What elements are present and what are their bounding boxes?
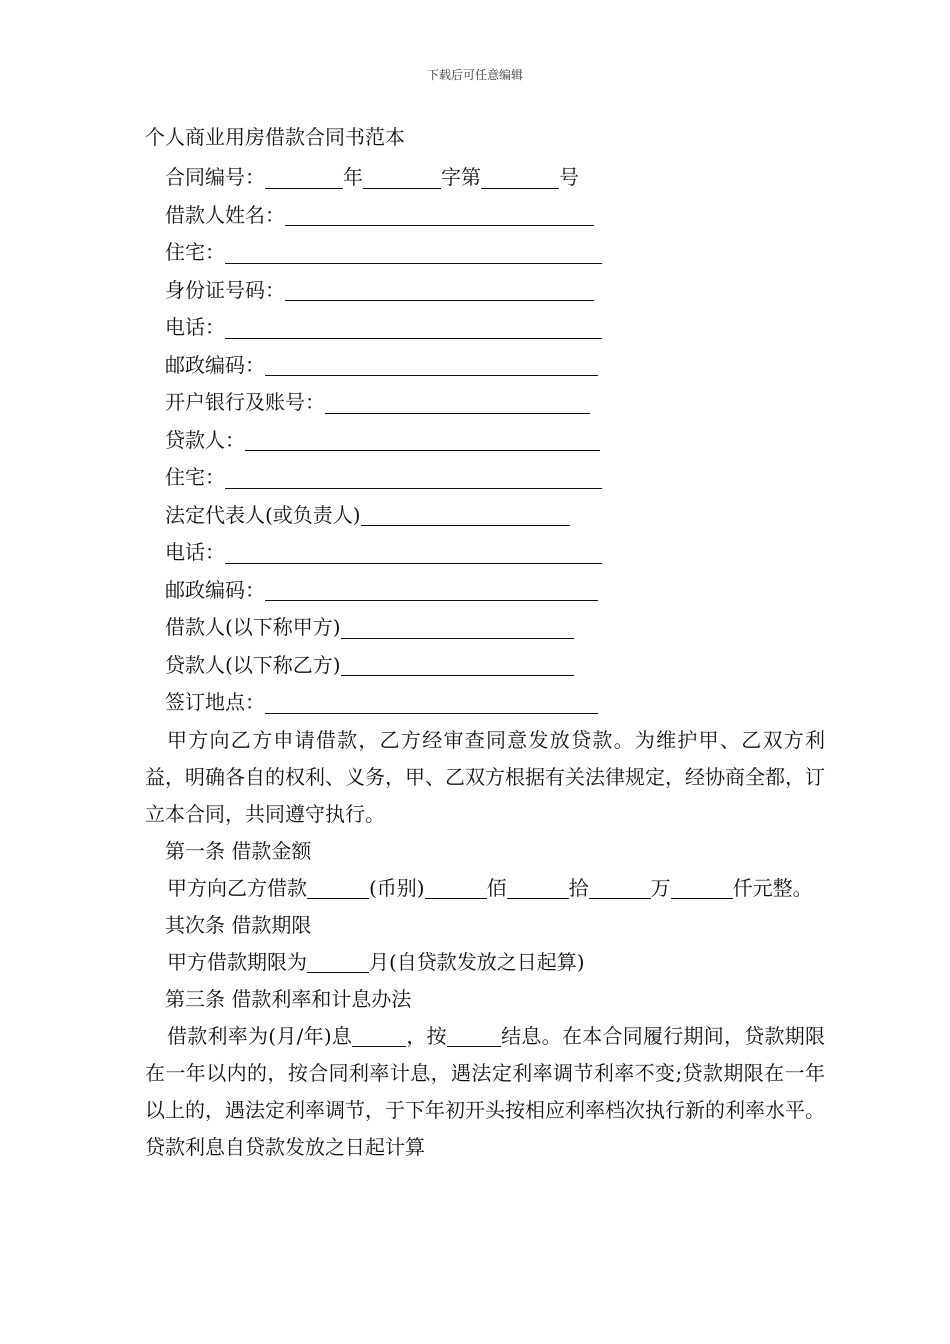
field-label: 邮政编码： bbox=[165, 352, 265, 377]
blank-line bbox=[265, 164, 343, 189]
field-id-number bbox=[145, 272, 825, 310]
article-3-body bbox=[145, 1018, 825, 1166]
field-label: 号 bbox=[559, 165, 579, 189]
field-label: 贷款人(以下称乙方) bbox=[165, 652, 341, 677]
blank-line bbox=[341, 614, 574, 639]
blank-line bbox=[671, 876, 733, 899]
blank-line bbox=[265, 351, 598, 376]
field-label: 年 bbox=[343, 165, 363, 189]
blank-line bbox=[352, 1024, 406, 1047]
text-span: 结息。在本合同履行期间，贷款期限在一年以内的，按合同利率计息，遇法定利率调节利率不变;贷款期限在一年以上的，遇法定利率调节，于下年初开头按相应利率档次执行新的利率水平。贷款利息自贷款发放之日起计算 bbox=[145, 1023, 826, 1159]
contract-document bbox=[145, 122, 825, 1166]
blank-line bbox=[447, 1024, 501, 1047]
text-span: 拾 bbox=[568, 875, 589, 900]
blank-line bbox=[425, 876, 487, 899]
blank-line bbox=[225, 314, 602, 339]
field-lender bbox=[145, 422, 825, 460]
field-label: 邮政编码： bbox=[165, 577, 265, 602]
intro-paragraph: 甲方向乙方申请借款，乙方经审查同意发放贷款。为维护甲、乙双方利益，明确各自的权利、义务，甲、乙双方根据有关法律规定，经协商全都，订立本合同，共同遵守执行。 bbox=[145, 727, 825, 826]
blank-line bbox=[245, 426, 600, 451]
field-label: 身份证号码： bbox=[165, 277, 285, 302]
text-span: 甲方向乙方借款 bbox=[167, 875, 307, 900]
header-note: 下载后可任意编辑 bbox=[426, 68, 523, 82]
blank-line bbox=[225, 239, 602, 264]
field-label: 字第 bbox=[441, 165, 481, 189]
field-label: 开户银行及账号： bbox=[165, 390, 325, 414]
text-span: ，按 bbox=[406, 1023, 447, 1048]
text-span: (币别) bbox=[369, 875, 425, 900]
blank-line bbox=[589, 876, 651, 899]
field-signing-place bbox=[145, 684, 825, 722]
article-1-body bbox=[145, 870, 825, 907]
blank-line bbox=[325, 389, 590, 414]
field-legal-representative bbox=[145, 497, 825, 535]
field-label: 电话： bbox=[165, 315, 225, 339]
blank-line bbox=[361, 501, 570, 526]
document-title: 个人商业用房借款合同书范本 bbox=[145, 125, 405, 149]
text-span: 借款利率为(月/年)息 bbox=[167, 1023, 353, 1048]
article-3-heading: 第三条 借款利率和计息办法 bbox=[165, 986, 412, 1011]
blank-line bbox=[307, 950, 369, 973]
field-borrower-phone bbox=[145, 309, 825, 347]
article-2-heading: 其次条 借款期限 bbox=[165, 912, 312, 937]
field-label: 签订地点： bbox=[165, 690, 265, 714]
blank-line bbox=[285, 276, 594, 301]
blank-line bbox=[285, 201, 594, 226]
field-label: 贷款人： bbox=[165, 427, 245, 452]
field-label: 借款人姓名： bbox=[165, 202, 285, 227]
field-label: 合同编号： bbox=[165, 165, 265, 189]
blank-line bbox=[341, 651, 574, 676]
field-label: 电话： bbox=[165, 540, 225, 564]
field-lender-postcode bbox=[145, 572, 825, 610]
blank-line bbox=[307, 876, 369, 899]
article-2-body bbox=[145, 944, 825, 981]
field-party-a bbox=[145, 609, 825, 647]
field-contract-no bbox=[145, 159, 825, 197]
field-label: 住宅： bbox=[165, 240, 225, 264]
article-1-heading: 第一条 借款金额 bbox=[165, 838, 312, 863]
text-span: 甲方借款期限为 bbox=[167, 949, 307, 974]
field-bank-account bbox=[145, 384, 825, 422]
text-span: 万 bbox=[650, 875, 671, 900]
field-label: 法定代表人(或负责人) bbox=[165, 502, 361, 527]
text-span: 月(自贷款发放之日起算) bbox=[369, 949, 585, 974]
field-party-b bbox=[145, 647, 825, 685]
blank-line bbox=[225, 464, 602, 489]
blank-line bbox=[507, 876, 569, 899]
field-lender-phone bbox=[145, 534, 825, 572]
blank-line bbox=[265, 689, 598, 714]
field-borrower-name bbox=[145, 197, 825, 235]
text-span: 佰 bbox=[486, 875, 507, 900]
field-lender-residence bbox=[145, 459, 825, 497]
text-span: 仟元整。 bbox=[732, 875, 813, 900]
blank-line bbox=[363, 164, 441, 189]
field-borrower-postcode bbox=[145, 347, 825, 385]
field-label: 借款人(以下称甲方) bbox=[165, 615, 341, 639]
field-label: 住宅： bbox=[165, 465, 225, 489]
blank-line bbox=[265, 576, 598, 601]
blank-line bbox=[481, 164, 559, 189]
field-borrower-residence bbox=[145, 234, 825, 272]
blank-line bbox=[225, 539, 602, 564]
